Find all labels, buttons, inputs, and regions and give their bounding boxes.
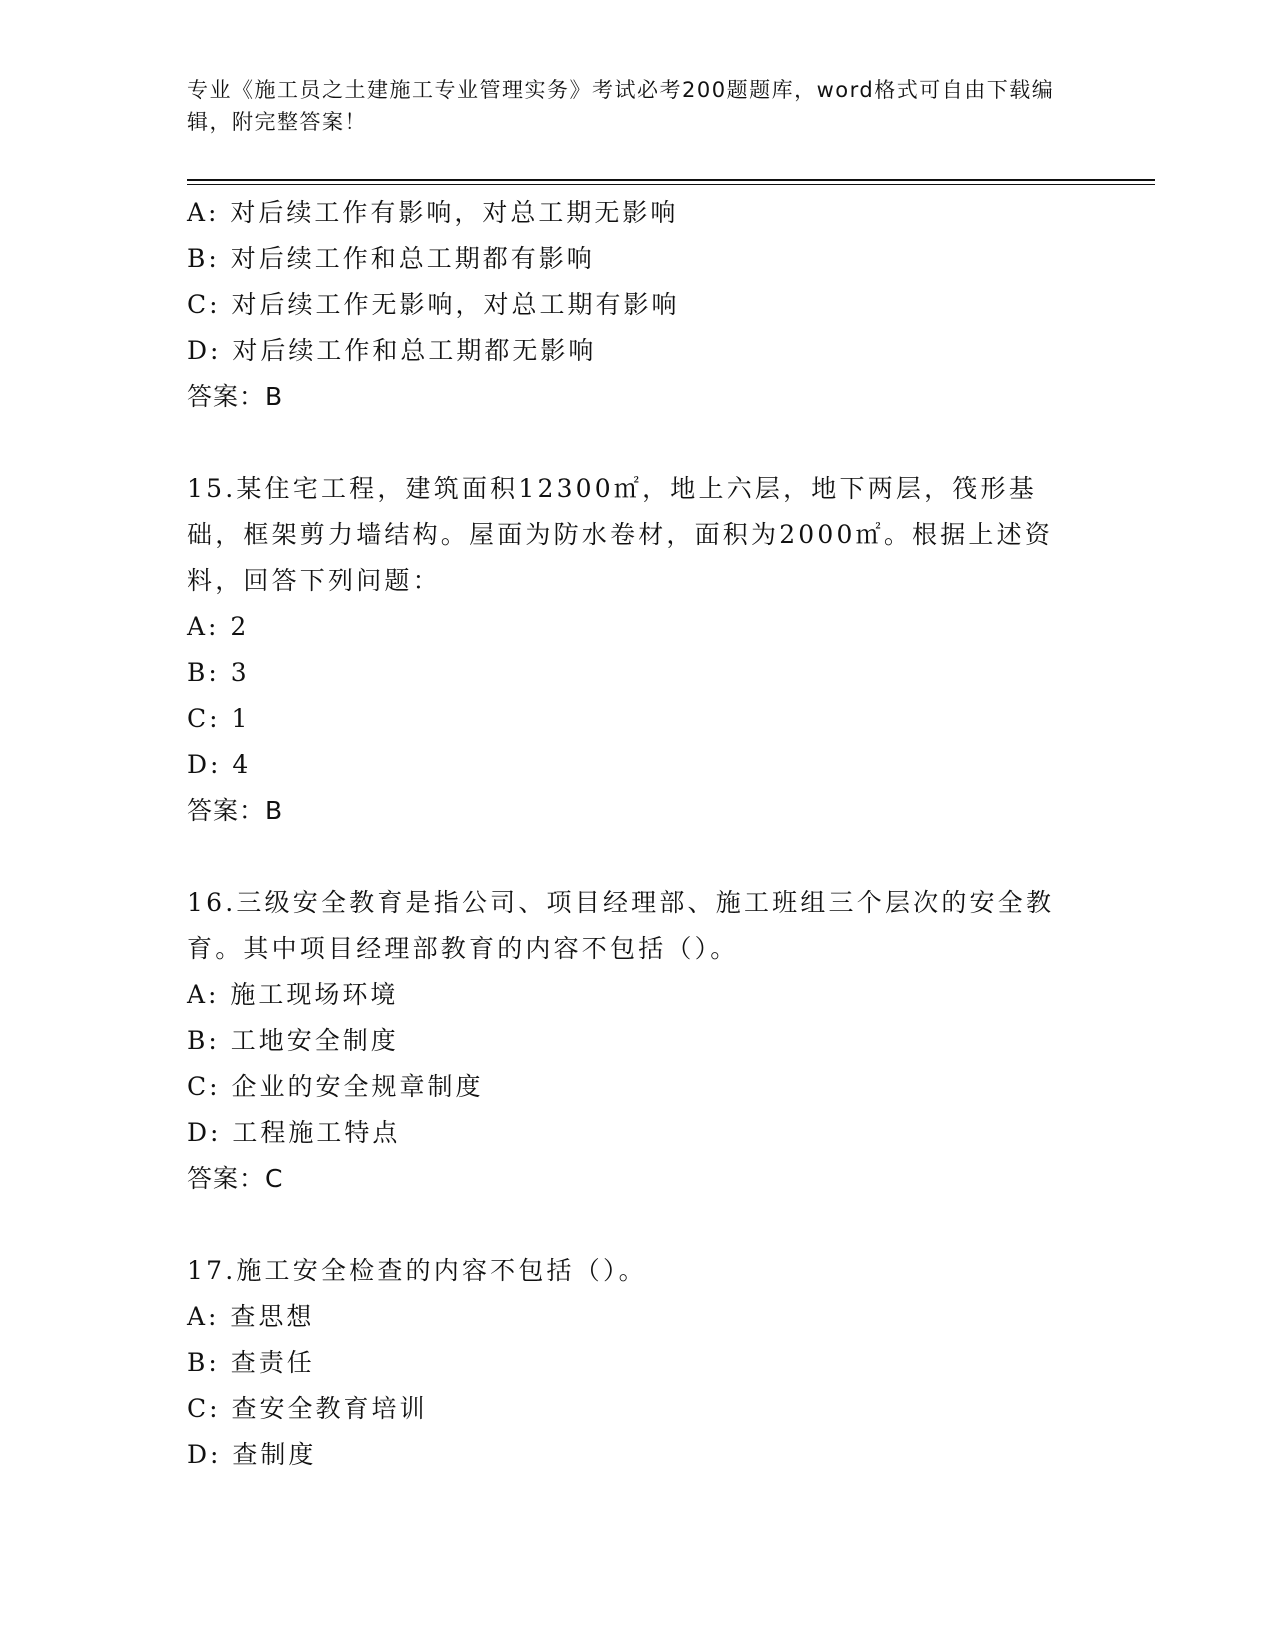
question-stem: 15.某住宅工程，建筑面积12300㎡，地上六层，地下两层，筏形基础，框架剪力墙结构。屋面为防水卷材，面积为2000㎡。根据上述资料，回答下列问题： — [187, 474, 1054, 595]
option-c: C: 查安全教育培训 — [187, 1394, 428, 1423]
question-list — [187, 190, 1087, 1478]
option-d: D: 4 — [187, 750, 252, 779]
spacer — [187, 834, 1087, 880]
question-stem: 16.三级安全教育是指公司、项目经理部、施工班组三个层次的安全教育。其中项目经理部教育的内容不包括（）。 — [187, 888, 1055, 963]
spacer — [187, 420, 1087, 466]
answer-line: 答案：B — [187, 382, 284, 411]
question-15 — [187, 466, 1087, 834]
option-a: A: 施工现场环境 — [187, 980, 399, 1009]
question-17 — [187, 1248, 1087, 1478]
header-divider-thin — [187, 184, 1155, 185]
answer-line: 答案：C — [187, 1164, 284, 1193]
option-a: A: 对后续工作有影响，对总工期无影响 — [187, 198, 679, 227]
option-c: C: 对后续工作无影响，对总工期有影响 — [187, 290, 680, 319]
option-b: B: 对后续工作和总工期都有影响 — [187, 244, 595, 273]
question-14 — [187, 190, 1087, 420]
option-b: B: 工地安全制度 — [187, 1026, 399, 1055]
option-c: C: 1 — [187, 704, 251, 733]
option-c: C: 企业的安全规章制度 — [187, 1072, 484, 1101]
option-b: B: 查责任 — [187, 1348, 315, 1377]
spacer — [187, 1202, 1087, 1248]
option-d: D: 查制度 — [187, 1440, 317, 1469]
document-header: 专业《施工员之土建施工专业管理实务》考试必考200题题库，word格式可自由下载编辑，附完整答案！ — [187, 78, 1055, 134]
option-d: D: 工程施工特点 — [187, 1118, 401, 1147]
answer-line: 答案：B — [187, 796, 284, 825]
question-stem: 17.施工安全检查的内容不包括（）。 — [187, 1256, 647, 1285]
question-16 — [187, 880, 1087, 1202]
option-b: B: 3 — [187, 658, 250, 687]
header-divider-thick — [187, 179, 1155, 181]
option-a: A: 查思想 — [187, 1302, 315, 1331]
option-a: A: 2 — [187, 612, 250, 641]
option-d: D: 对后续工作和总工期都无影响 — [187, 336, 597, 365]
